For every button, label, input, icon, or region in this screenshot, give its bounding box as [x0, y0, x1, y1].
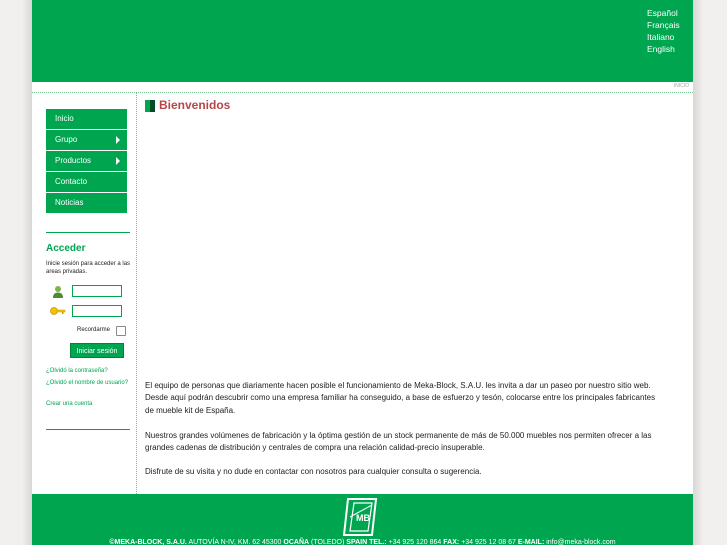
password-field[interactable]: [72, 305, 122, 317]
footer-email-link[interactable]: info@meka-block.com: [546, 539, 616, 545]
title-marker-icon: [145, 100, 155, 112]
divider: [46, 232, 130, 233]
menu-item-label: Grupo: [55, 135, 78, 144]
meka-block-logo: [336, 497, 384, 537]
menu-item-productos[interactable]: [46, 151, 127, 171]
menu-item-contacto[interactable]: [46, 172, 127, 192]
footer-fax-label: FAX:: [443, 539, 460, 545]
closing-paragraph: Disfrute de su visita y no dude en contactar con nosotros para cualquier consulta o sugerencia.: [145, 467, 482, 476]
main-content: [137, 92, 693, 494]
page-shadow-right: [693, 0, 703, 545]
remember-checkbox[interactable]: [116, 326, 126, 336]
footer: [32, 494, 693, 545]
forgot-password-link[interactable]: ¿Olvidó la contraseña?: [46, 368, 108, 374]
chevron-right-icon: [116, 136, 120, 144]
footer-address: AUTOVÍA N-IV, KM. 62 45300: [188, 539, 282, 545]
header: [32, 0, 693, 82]
footer-company: ©MEKA-BLOCK, S.A.U.: [109, 539, 187, 545]
language-link-it[interactable]: Italiano: [647, 32, 675, 42]
footer-tel: +34 925 120 864: [388, 539, 442, 545]
chevron-right-icon: [116, 157, 120, 165]
language-list: [647, 7, 680, 55]
login-description: Inicie sesión para acceder a las areas privadas.: [46, 261, 131, 275]
menu-item-inicio[interactable]: [46, 109, 127, 129]
stock-paragraph: Nuestros grandes volúmenes de fabricación y la óptima gestión de un stock permanente de más de 50.000 muebles nos permiten ofrecer a las grandes cadenas de distribución y centrales de compra una relación calidad-precio insuperable.: [145, 431, 652, 453]
breadcrumb: INICIO: [673, 83, 689, 89]
footer-country: SPAIN: [346, 539, 368, 545]
footer-fax: +34 925 12 08 67: [461, 539, 516, 545]
intro-paragraph: El equipo de personas que diariamente hacen posible el funcionamiento de Meka-Block, S.A.U. les invita a dar un paseo por nuestro sitio web. Desde aquí podrán descubrir como una empresa familiar ha conseguido, a base de esfuerzo y tesón, colocarse entre los principales fabricantes de mueble kit de España.: [145, 381, 656, 415]
sidebar: [32, 92, 137, 494]
page-title: Bienvenidos: [159, 98, 231, 112]
divider: [46, 429, 130, 430]
menu-item-label: Noticias: [55, 198, 84, 207]
main-menu: [46, 109, 127, 214]
menu-item-grupo[interactable]: [46, 130, 127, 150]
login-title: Acceder: [46, 243, 86, 254]
menu-item-label: Inicio: [55, 114, 74, 123]
create-account-link[interactable]: Crear una cuenta: [46, 401, 93, 407]
footer-contact: [32, 539, 693, 545]
user-icon: [52, 285, 64, 299]
page-shadow-left: [22, 0, 32, 545]
remember-label: Recordarme: [77, 327, 111, 333]
language-link-en[interactable]: English: [647, 44, 675, 54]
menu-item-noticias[interactable]: [46, 193, 127, 213]
key-icon: [50, 306, 66, 316]
footer-city: OCAÑA: [283, 539, 310, 545]
login-button[interactable]: Iniciar sesión: [70, 343, 124, 358]
logo-letter-m: MB: [356, 513, 370, 523]
forgot-username-link[interactable]: ¿Olvidó el nombre de usuario?: [46, 380, 129, 386]
footer-email-label: E-MAIL:: [517, 539, 545, 545]
menu-item-label: Productos: [55, 156, 92, 165]
footer-tel-label: TEL.:: [369, 539, 387, 545]
footer-province: (TOLEDO): [311, 539, 345, 545]
language-link-es[interactable]: Español: [647, 8, 678, 18]
username-field[interactable]: [72, 285, 122, 297]
menu-item-label: Contacto: [55, 177, 88, 186]
language-link-fr[interactable]: Français: [647, 20, 680, 30]
page: [32, 0, 693, 545]
